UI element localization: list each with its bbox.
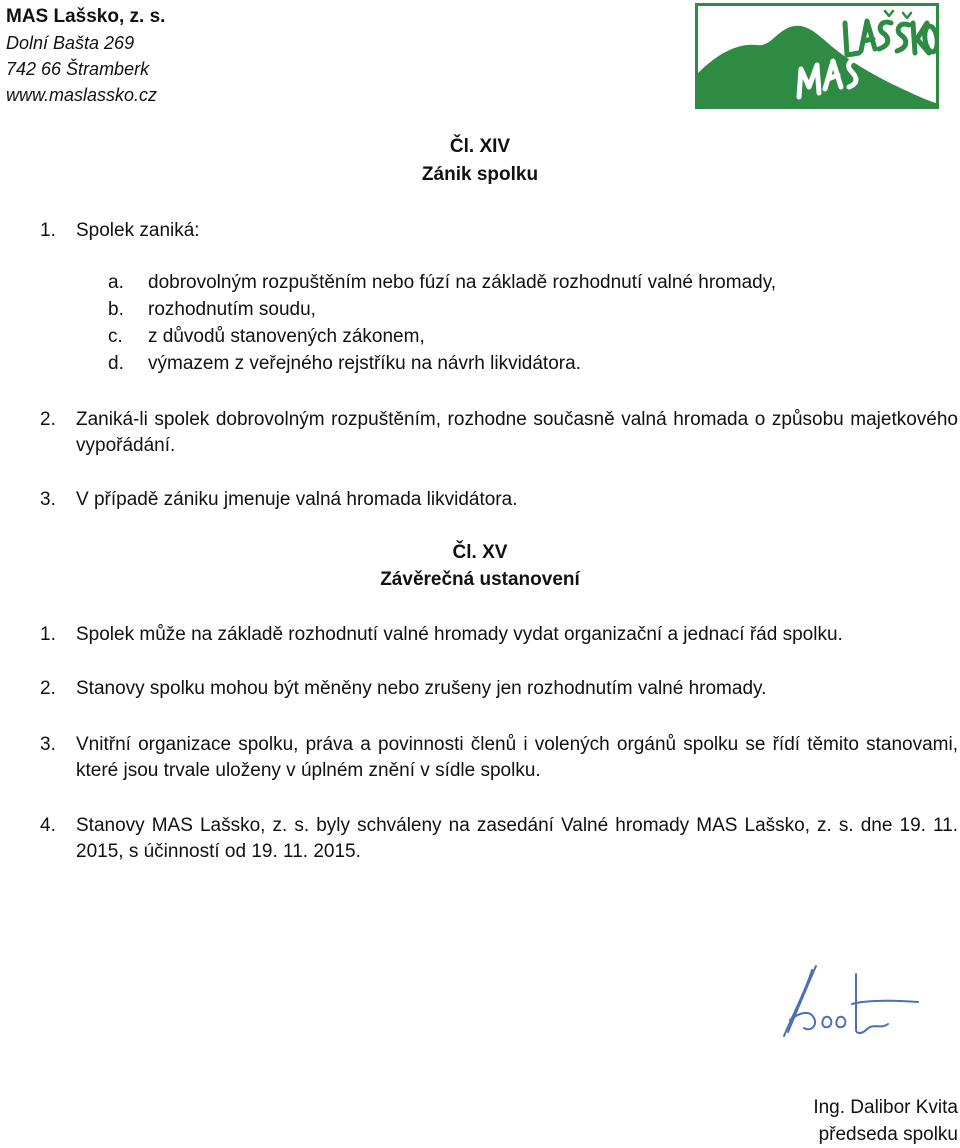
logo-graphic — [695, 3, 939, 109]
list-item — [40, 813, 958, 865]
sub-item-text: výmazem z veřejného rejstříku na návrh likvidátora. — [148, 353, 581, 374]
sub-item-letter: a. — [108, 272, 124, 293]
article-14-number: Čl. XIV — [449, 136, 511, 157]
item-text: Stanovy MAS Lašsko, z. s. byly schváleny na zasedání Valné hromady MAS Lašsko, z. s. dne 19. 11. 2015, s účinností od 19. 11. 2015. — [76, 815, 958, 862]
signer-name: Ing. Dalibor Kvita — [813, 1097, 958, 1118]
list-item — [40, 622, 958, 648]
item-number: 2. — [40, 678, 56, 699]
sub-item-text: dobrovolným rozpuštěním nebo fúzí na základě rozhodnutí valné hromady, — [148, 272, 777, 293]
address-block — [6, 4, 165, 108]
article-15-number: Čl. XV — [452, 542, 508, 563]
street-address: Dolní Bašta 269 — [6, 33, 135, 53]
list-item — [40, 732, 958, 784]
item-text: Spolek zaniká: — [76, 220, 200, 241]
item-number: 2. — [40, 409, 56, 430]
item-text: V případě zániku jmenuje valná hromada likvidátora. — [76, 489, 518, 510]
item-number: 4. — [40, 815, 56, 836]
item-text: Spolek může na základě rozhodnutí valné hromady vydat organizační a jednací řád spolku. — [76, 624, 843, 645]
list-item — [40, 407, 958, 459]
sub-item — [108, 323, 425, 350]
item-text: Zaniká-li spolek dobrovolným rozpuštěním, rozhodne současně valná hromada o způsobu majetkového vypořádání. — [76, 409, 958, 456]
sub-item — [108, 350, 581, 377]
sub-item-text: z důvodů stanovených zákonem, — [148, 326, 425, 347]
organization-name: MAS Lašsko, z. s. — [6, 6, 166, 27]
item-text: Stanovy spolku mohou být měněny nebo zrušeny jen rozhodnutím valné hromady. — [76, 678, 767, 699]
sub-item-letter: b. — [108, 299, 124, 320]
item-text: Vnitřní organizace spolku, práva a povinnosti členů i volených orgánů spolku se řídí těmito stanovami, které jsou trvale uloženy v úplném znění v sídle spolku. — [76, 734, 958, 781]
sub-item-letter: c. — [108, 326, 123, 347]
item-number: 1. — [40, 624, 56, 645]
article-14-title: Zánik spolku — [421, 164, 539, 185]
sub-item — [108, 296, 316, 323]
signer-role: předseda spolku — [818, 1124, 958, 1145]
sub-item-letter: d. — [108, 353, 124, 374]
signer-block — [813, 1094, 958, 1148]
city-address: 742 66 Štramberk — [6, 59, 150, 79]
item-number: 3. — [40, 734, 56, 755]
list-item — [40, 676, 958, 702]
list-item — [40, 218, 958, 244]
handwritten-signature — [770, 960, 930, 1050]
sub-item — [108, 269, 776, 296]
mas-lassko-logo — [695, 3, 939, 109]
list-item — [40, 487, 958, 513]
website-address: www.maslassko.cz — [6, 85, 158, 105]
article-15-title: Závěrečná ustanovení — [380, 569, 580, 590]
item-number: 1. — [40, 220, 56, 241]
item-number: 3. — [40, 489, 56, 510]
sub-item-text: rozhodnutím soudu, — [148, 299, 316, 320]
